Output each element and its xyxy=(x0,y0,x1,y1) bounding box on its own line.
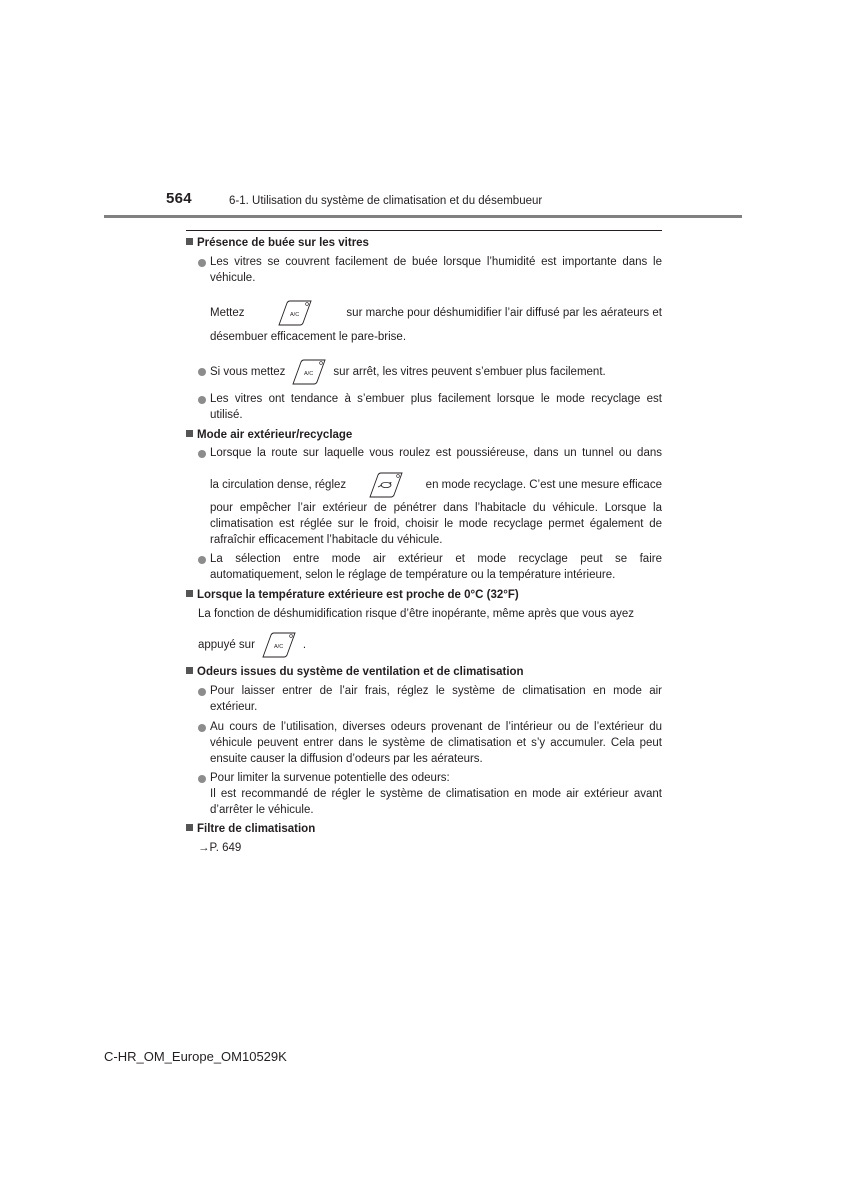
heading-filter: Filtre de climatisation xyxy=(186,823,315,835)
square-bullet-icon xyxy=(186,430,193,437)
page-number: 564 xyxy=(166,190,192,207)
fog-b2-before: Si vous mettez xyxy=(210,366,286,378)
temp-icon-row xyxy=(198,630,650,660)
odors-b3-line3: d’arrêter le véhicule. xyxy=(210,804,314,816)
square-bullet-icon xyxy=(186,824,193,831)
fog-b1-icon-row xyxy=(210,298,662,328)
fog-b3-line2: utilisé. xyxy=(210,409,243,421)
heading-odors: Odeurs issues du système de ventilation et de climatisation xyxy=(186,666,524,678)
bullet-dot-icon xyxy=(198,368,206,376)
air-b1-before: la circulation dense, réglez xyxy=(210,479,347,491)
odors-b1-line2: extérieur. xyxy=(210,701,258,713)
air-b1-line3: pour empêcher l’air extérieur de pénétrer dans l’habitacle du véhicule. Lorsque la xyxy=(210,502,662,514)
odors-b2-line1: Au cours de l’utilisation, diverses odeurs provenant de l’intérieur ou de l’extérieur du xyxy=(210,721,662,733)
document-code: C-HR_OM_Europe_OM10529K xyxy=(104,1049,287,1064)
temp-before: appuyé sur xyxy=(198,639,255,651)
temp-line1: La fonction de déshumidification risque d’être inopérante, même après que vous ayez xyxy=(198,608,634,620)
bullet-dot-icon xyxy=(198,450,206,458)
heading-temperature: Lorsque la température extérieure est proche de 0°C (32°F) xyxy=(186,589,519,601)
fog-b1-mettez: Mettez xyxy=(210,307,245,319)
svg-text:A/C: A/C xyxy=(290,312,300,318)
square-bullet-icon xyxy=(186,238,193,245)
bullet-dot-icon xyxy=(198,688,206,696)
svg-text:A/C: A/C xyxy=(304,371,314,377)
temp-after: . xyxy=(302,639,307,651)
content-top-rule xyxy=(186,230,662,231)
fog-b3-line1: Les vitres ont tendance à s’embuer plus facilement lorsque le mode recyclage est xyxy=(210,393,662,405)
svg-text:A/C: A/C xyxy=(273,644,284,650)
odors-b3-line2: Il est recommandé de régler le système de climatisation en mode air extérieur avant xyxy=(210,788,662,800)
air-b1-line5: rafraîchir efficacement l’habitacle du véhicule. xyxy=(210,534,443,546)
bullet-dot-icon xyxy=(198,775,206,783)
square-bullet-icon xyxy=(186,667,193,674)
recirculation-button-icon xyxy=(368,471,404,499)
fog-b2-row xyxy=(210,357,662,387)
air-b2-line1: La sélection entre mode air extérieur et mode recyclage peut se faire xyxy=(210,553,662,565)
filter-page-reference[interactable]: →P. 649 xyxy=(198,842,242,854)
fog-b2-after: sur arrêt, les vitres peuvent s’embuer plus facilement. xyxy=(333,366,606,378)
air-b1-after-icon: en mode recyclage. C’est une mesure efficace xyxy=(425,479,662,491)
bullet-dot-icon xyxy=(198,724,206,732)
fog-b1-after-icon: sur marche pour déshumidifier l’air diffusé par les aérateurs et xyxy=(346,307,662,319)
ac-button-icon xyxy=(261,631,297,659)
square-bullet-icon xyxy=(186,590,193,597)
fog-b1-line4: désembuer efficacement le pare-brise. xyxy=(210,331,407,343)
air-b2-line2: automatiquement, selon le réglage de température ou la température intérieure. xyxy=(210,569,616,581)
heading-air-mode: Mode air extérieur/recyclage xyxy=(186,429,352,441)
section-running-head: 6-1. Utilisation du système de climatisation et du désembueur xyxy=(229,195,543,207)
ac-button-icon xyxy=(291,358,327,386)
bullet-dot-icon xyxy=(198,396,206,404)
fog-b1-line2: véhicule. xyxy=(210,272,256,284)
heading-fog: Présence de buée sur les vitres xyxy=(186,237,369,249)
odors-b2-line3: ensuite causer la diffusion d’odeurs par les aérateurs. xyxy=(210,753,483,765)
air-b1-line4: climatisation est réglée sur le froid, choisir le mode recyclage permet également de xyxy=(210,518,662,530)
fog-b1-line1: Les vitres se couvrent facilement de buée lorsque l’humidité est importante dans le xyxy=(210,256,662,268)
air-b1-icon-row xyxy=(210,470,662,500)
odors-b2-line2: véhicule peuvent entrer dans le système de climatisation et s’y accumuler. Cela peut xyxy=(210,737,662,749)
bullet-dot-icon xyxy=(198,259,206,267)
header-rule xyxy=(104,215,742,218)
air-b1-line1: Lorsque la route sur laquelle vous roulez est poussiéreuse, dans un tunnel ou dans xyxy=(210,447,662,459)
bullet-dot-icon xyxy=(198,556,206,564)
ac-button-icon xyxy=(277,299,313,327)
odors-b3-line1: Pour limiter la survenue potentielle des odeurs: xyxy=(210,772,450,784)
odors-b1-line1: Pour laisser entrer de l’air frais, réglez le système de climatisation en mode air xyxy=(210,685,662,697)
